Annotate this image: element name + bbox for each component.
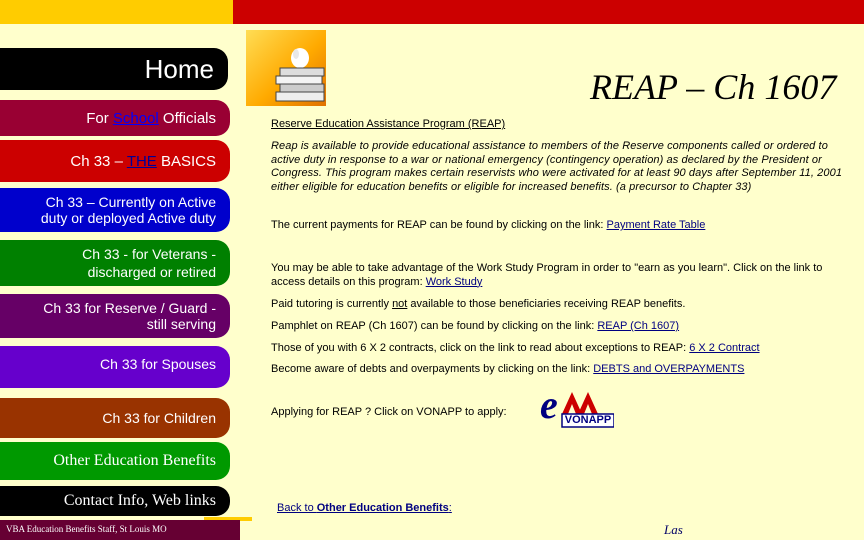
contract-row bbox=[271, 342, 851, 356]
nav-basics-link[interactable]: THE bbox=[126, 152, 157, 170]
nav-home-label: Home bbox=[144, 53, 214, 84]
payments-text: The current payments for REAP can be found by clicking on the link: bbox=[271, 219, 607, 231]
payments-row bbox=[271, 219, 861, 233]
back-other-benefits-link[interactable]: Other Education Benefits bbox=[316, 502, 449, 514]
tutoring-not: not bbox=[392, 298, 408, 310]
nav-active-duty[interactable] bbox=[0, 188, 230, 232]
payment-rate-table-link[interactable]: Payment Rate Table bbox=[606, 219, 706, 231]
back-text-post[interactable]: : bbox=[448, 502, 452, 514]
tutoring-row bbox=[271, 298, 851, 312]
nav-reserve-line2: still serving bbox=[146, 316, 216, 332]
nav-basics[interactable] bbox=[0, 140, 230, 182]
nav-children[interactable] bbox=[0, 398, 230, 438]
vonapp-logo-button[interactable] bbox=[540, 384, 614, 428]
debts-row bbox=[271, 363, 851, 377]
nav-reserve-guard[interactable] bbox=[0, 294, 230, 338]
top-bar bbox=[0, 0, 864, 24]
nav-children-label: Ch 33 for Children bbox=[102, 410, 216, 426]
svg-text:e: e bbox=[540, 384, 558, 427]
section-heading-text: Reserve Education Assistance Program (REAP) bbox=[271, 118, 506, 130]
top-bar-accent bbox=[0, 0, 233, 24]
work-study-text: You may be able to take advantage of the Work Study Program in order to "earn as you learn". Click on the link to access details on this program: bbox=[271, 262, 823, 288]
nav-other-benefits[interactable] bbox=[0, 442, 230, 480]
nav-veterans-line1: Ch 33 - for Veterans - bbox=[82, 246, 216, 262]
nav-contact-label: Contact Info, Web links bbox=[63, 492, 216, 509]
tutoring-text-pre: Paid tutoring is currently bbox=[271, 298, 393, 310]
nav-active-line1: Ch 33 – Currently on Active bbox=[45, 194, 216, 210]
nav-reserve-line1: Ch 33 for Reserve / Guard - bbox=[43, 300, 216, 316]
debts-overpayments-link[interactable]: DEBTS and OVERPAYMENTS bbox=[593, 363, 745, 375]
books-icon bbox=[246, 30, 326, 106]
back-text-pre[interactable]: Back to bbox=[277, 502, 317, 514]
pamphlet-row bbox=[271, 320, 851, 334]
contract-text: Those of you with 6 X 2 contracts, click on the link to read about exceptions to REAP: bbox=[271, 342, 690, 354]
nav-other-label: Other Education Benefits bbox=[53, 452, 216, 469]
back-row bbox=[277, 502, 452, 516]
pamphlet-text: Pamphlet on REAP (Ch 1607) can be found by clicking on the link: bbox=[271, 320, 598, 332]
footer-last: Las bbox=[664, 522, 683, 537]
nav-spouses[interactable] bbox=[0, 346, 230, 388]
footer-staff: VBA Education Benefits Staff, St Louis MO bbox=[6, 524, 167, 534]
nav-veterans-line2: discharged or retired bbox=[87, 264, 216, 280]
tutoring-text-post: available to those beneficiaries receiving REAP benefits. bbox=[407, 298, 686, 310]
section-heading bbox=[271, 118, 505, 132]
nav-home[interactable] bbox=[0, 48, 228, 90]
page-title: REAP – Ch 1607 bbox=[590, 67, 837, 107]
contract-6x2-link[interactable]: 6 X 2 Contract bbox=[689, 342, 760, 354]
nav-school-link[interactable]: School bbox=[112, 109, 159, 127]
work-study-row bbox=[271, 262, 851, 289]
nav-basics-post: BASICS bbox=[156, 152, 216, 170]
vonapp-label: VONAPP bbox=[564, 414, 612, 426]
nav-school-pre: For bbox=[86, 109, 113, 127]
intro-paragraph: Reap is available to provide educational assistance to members of the Reserve components called or ordered to active duty in response to a war or national emergency (contingency operation) as declared by the President or Congress. This program makes certain reservists who were activated for at least 90 days after September 11, 2001 either eligible for education benefits or eligible for increased benefits. (a precursor to Chapter 33) bbox=[271, 140, 843, 193]
nav-active-line2: duty or deployed Active duty bbox=[40, 210, 216, 226]
nav-veterans[interactable] bbox=[0, 240, 230, 286]
nav-basics-pre: Ch 33 – bbox=[70, 152, 127, 170]
apply-text: Applying for REAP ? Click on VONAPP to apply: bbox=[271, 406, 507, 418]
nav-school-officials-label bbox=[0, 110, 216, 127]
nav-school-officials[interactable] bbox=[0, 100, 230, 136]
work-study-link[interactable]: Work Study bbox=[425, 275, 483, 288]
reap-pamphlet-link[interactable]: REAP (Ch 1607) bbox=[597, 320, 680, 332]
nav-school-post: Officials bbox=[158, 109, 216, 127]
nav-contact[interactable] bbox=[0, 486, 230, 516]
nav-spouses-label: Ch 33 for Spouses bbox=[100, 356, 216, 372]
books-image bbox=[246, 30, 326, 106]
debts-text: Become aware of debts and overpayments by clicking on the link: bbox=[271, 363, 594, 375]
nav-basics-label bbox=[0, 153, 216, 170]
